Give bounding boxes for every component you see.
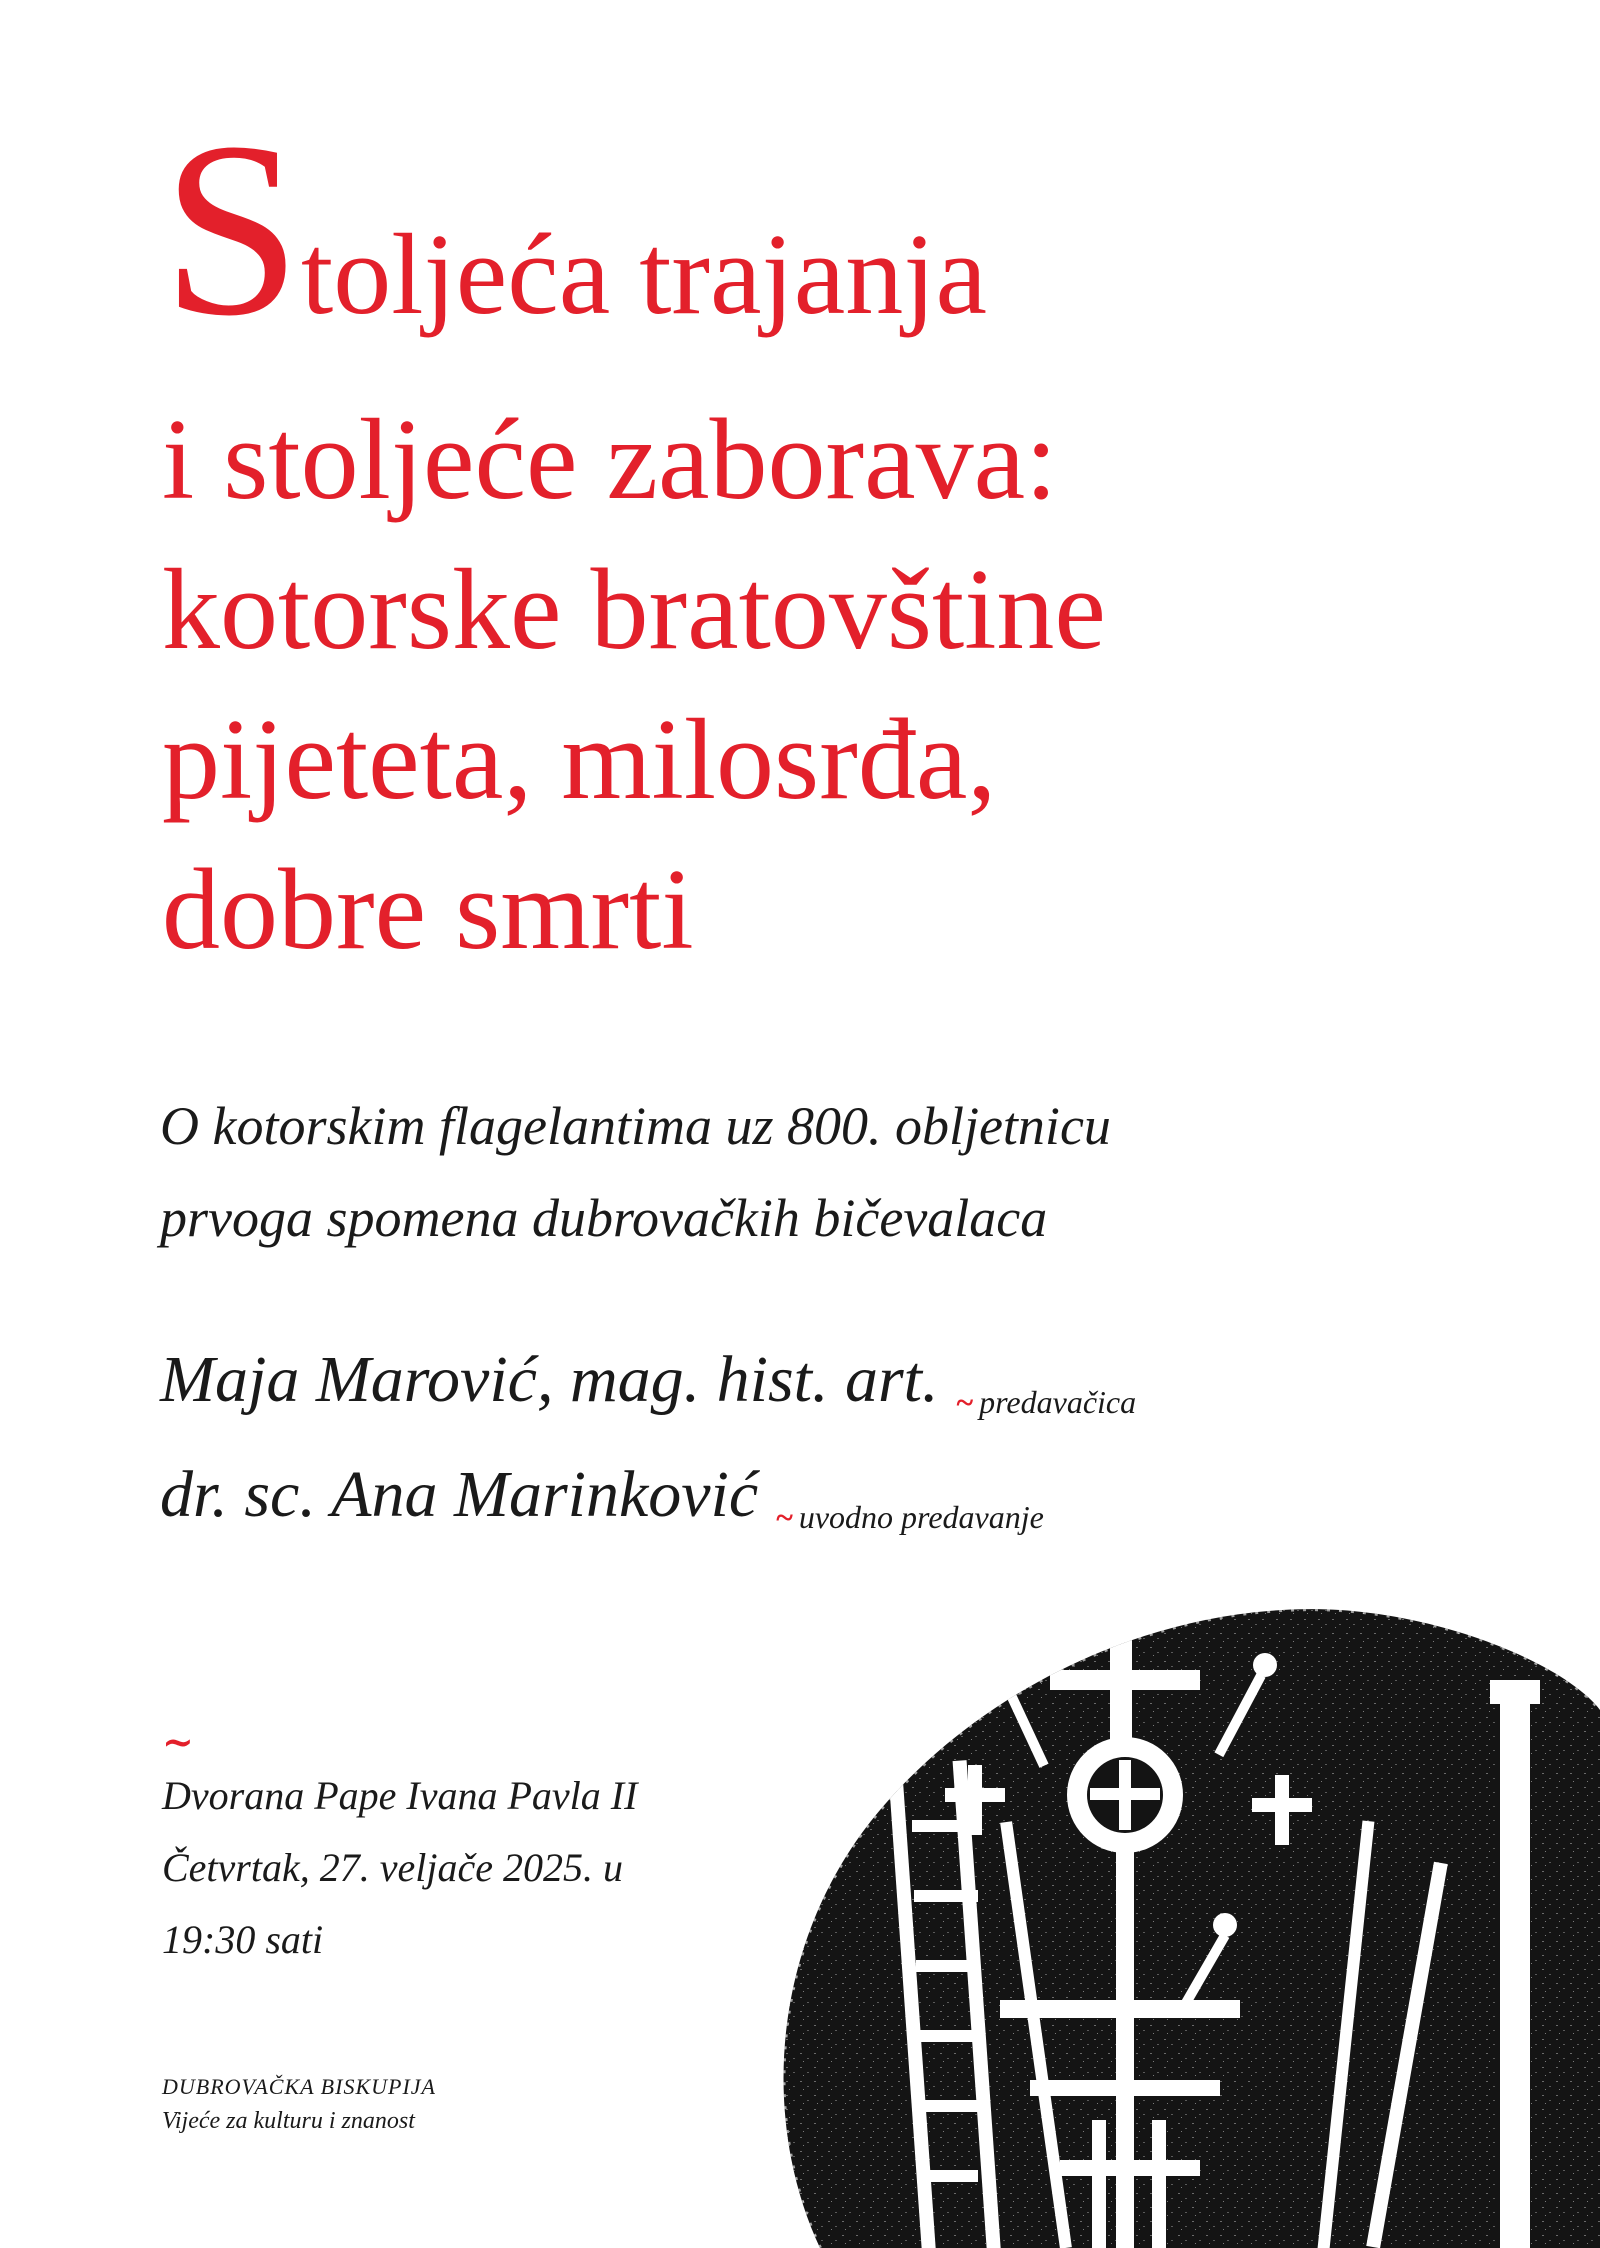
- title-line-1-rest: toljeća trajanja: [301, 211, 987, 339]
- speaker-1-role: predavačica: [979, 1384, 1137, 1420]
- subtitle-line-2: prvoga spomena dubrovačkih bičevalaca: [160, 1188, 1048, 1248]
- speaker-1-role-wrap: [957, 1384, 1137, 1420]
- venue-tilde: ~: [162, 1719, 194, 1764]
- poster-subtitle: [160, 1080, 1460, 1264]
- speaker-2-role-wrap: [776, 1499, 1044, 1535]
- speaker-1: [160, 1340, 1136, 1421]
- organizer: [162, 2070, 436, 2138]
- title-line-2: i stoljeće zaborava:: [162, 396, 1058, 524]
- venue-date: Četvrtak, 27. veljače 2025. u: [162, 1845, 623, 1890]
- subtitle-line-1: O kotorskim flagelantima uz 800. obljetnicu: [160, 1096, 1111, 1156]
- tilde-separator: ~: [956, 1384, 974, 1420]
- tilde-separator: ~: [776, 1499, 793, 1535]
- seal-image: [700, 1560, 1600, 2248]
- speaker-1-name: Maja Marović, mag. hist. art.: [160, 1343, 939, 1416]
- speaker-2-role: uvodno predavanje: [798, 1499, 1044, 1535]
- venue-info: [162, 1760, 637, 1976]
- title-line-5: dobre smrti: [162, 846, 694, 974]
- speaker-2-name: dr. sc. Ana Marinković: [160, 1458, 759, 1531]
- title-line-4: pijeteta, milosrđa,: [162, 696, 997, 824]
- venue-time: 19:30 sati: [162, 1917, 324, 1962]
- organizer-department: Vijeće za kulturu i znanost: [162, 2108, 415, 2134]
- poster-title: [162, 91, 1462, 985]
- title-line-3: kotorske bratovštine: [162, 546, 1106, 674]
- organizer-name: DUBROVAČKA BISKUPIJA: [162, 2074, 436, 2099]
- title-line-1: [162, 91, 1462, 385]
- venue-hall: Dvorana Pape Ivana Pavla II: [162, 1773, 638, 1818]
- speaker-2: [160, 1455, 1044, 1536]
- title-dropcap: S: [162, 91, 302, 368]
